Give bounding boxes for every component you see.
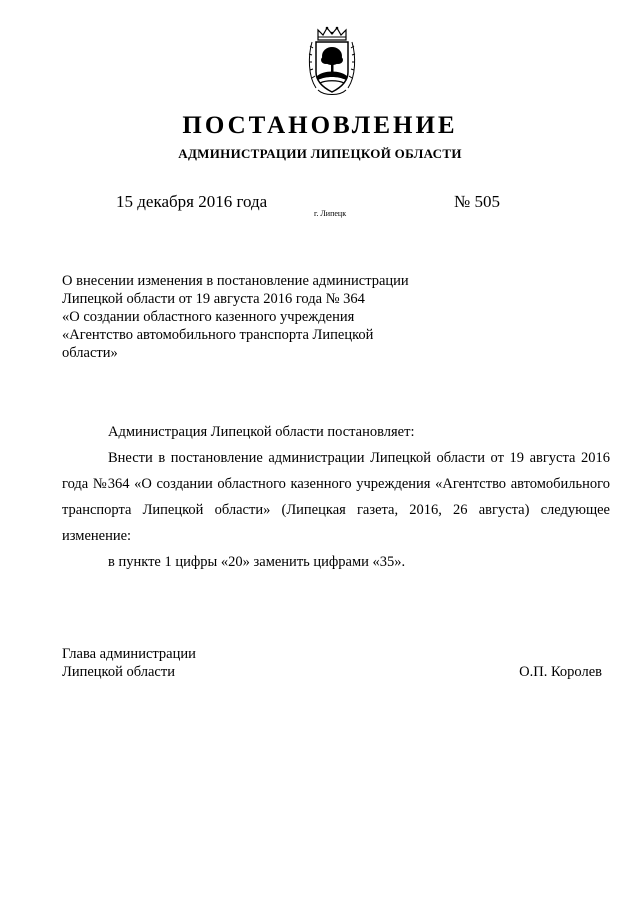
subject-line: «Агентство автомобильного транспорта Липецкой	[62, 327, 374, 343]
signature-block	[62, 645, 602, 681]
document-body	[62, 419, 610, 575]
coat-of-arms-emblem	[304, 26, 360, 98]
document-subtitle: АДМИНИСТРАЦИИ ЛИПЕЦКОЙ ОБЛАСТИ	[178, 146, 462, 161]
signatory-name: О.П. Королев	[519, 664, 602, 680]
amendment-paragraph: Внести в постановление администрации Липецкой области от 19 августа 2016 года №364 «О создании областного казенного учреждения «Агентство автомобильного транспорта Липецкой области» (Липецкая газета, 2016, 26 августа) следующее изменение:	[62, 450, 610, 544]
subject-line: О внесении изменения в постановление администрации	[62, 273, 409, 289]
subject-line: области»	[62, 345, 118, 361]
document-subject	[62, 272, 442, 362]
subject-line: Липецкой области от 19 августа 2016 года № 364	[62, 291, 365, 307]
signatory-position-line1: Глава администрации	[62, 646, 196, 662]
document-city: г. Липецк	[314, 209, 347, 218]
preamble-paragraph: Администрация Липецкой области постановляет:	[108, 424, 415, 440]
change-paragraph: в пункте 1 цифры «20» заменить цифрами «35».	[108, 554, 406, 570]
subject-line: «О создании областного казенного учреждения	[62, 309, 355, 325]
emblem-icon	[304, 26, 360, 98]
document-date: 15 декабря 2016 года	[116, 192, 268, 211]
signatory-position-line2: Липецкой области	[62, 664, 175, 680]
document-title: ПОСТАНОВЛЕНИЕ	[182, 112, 458, 139]
document-number: № 505	[454, 192, 500, 211]
